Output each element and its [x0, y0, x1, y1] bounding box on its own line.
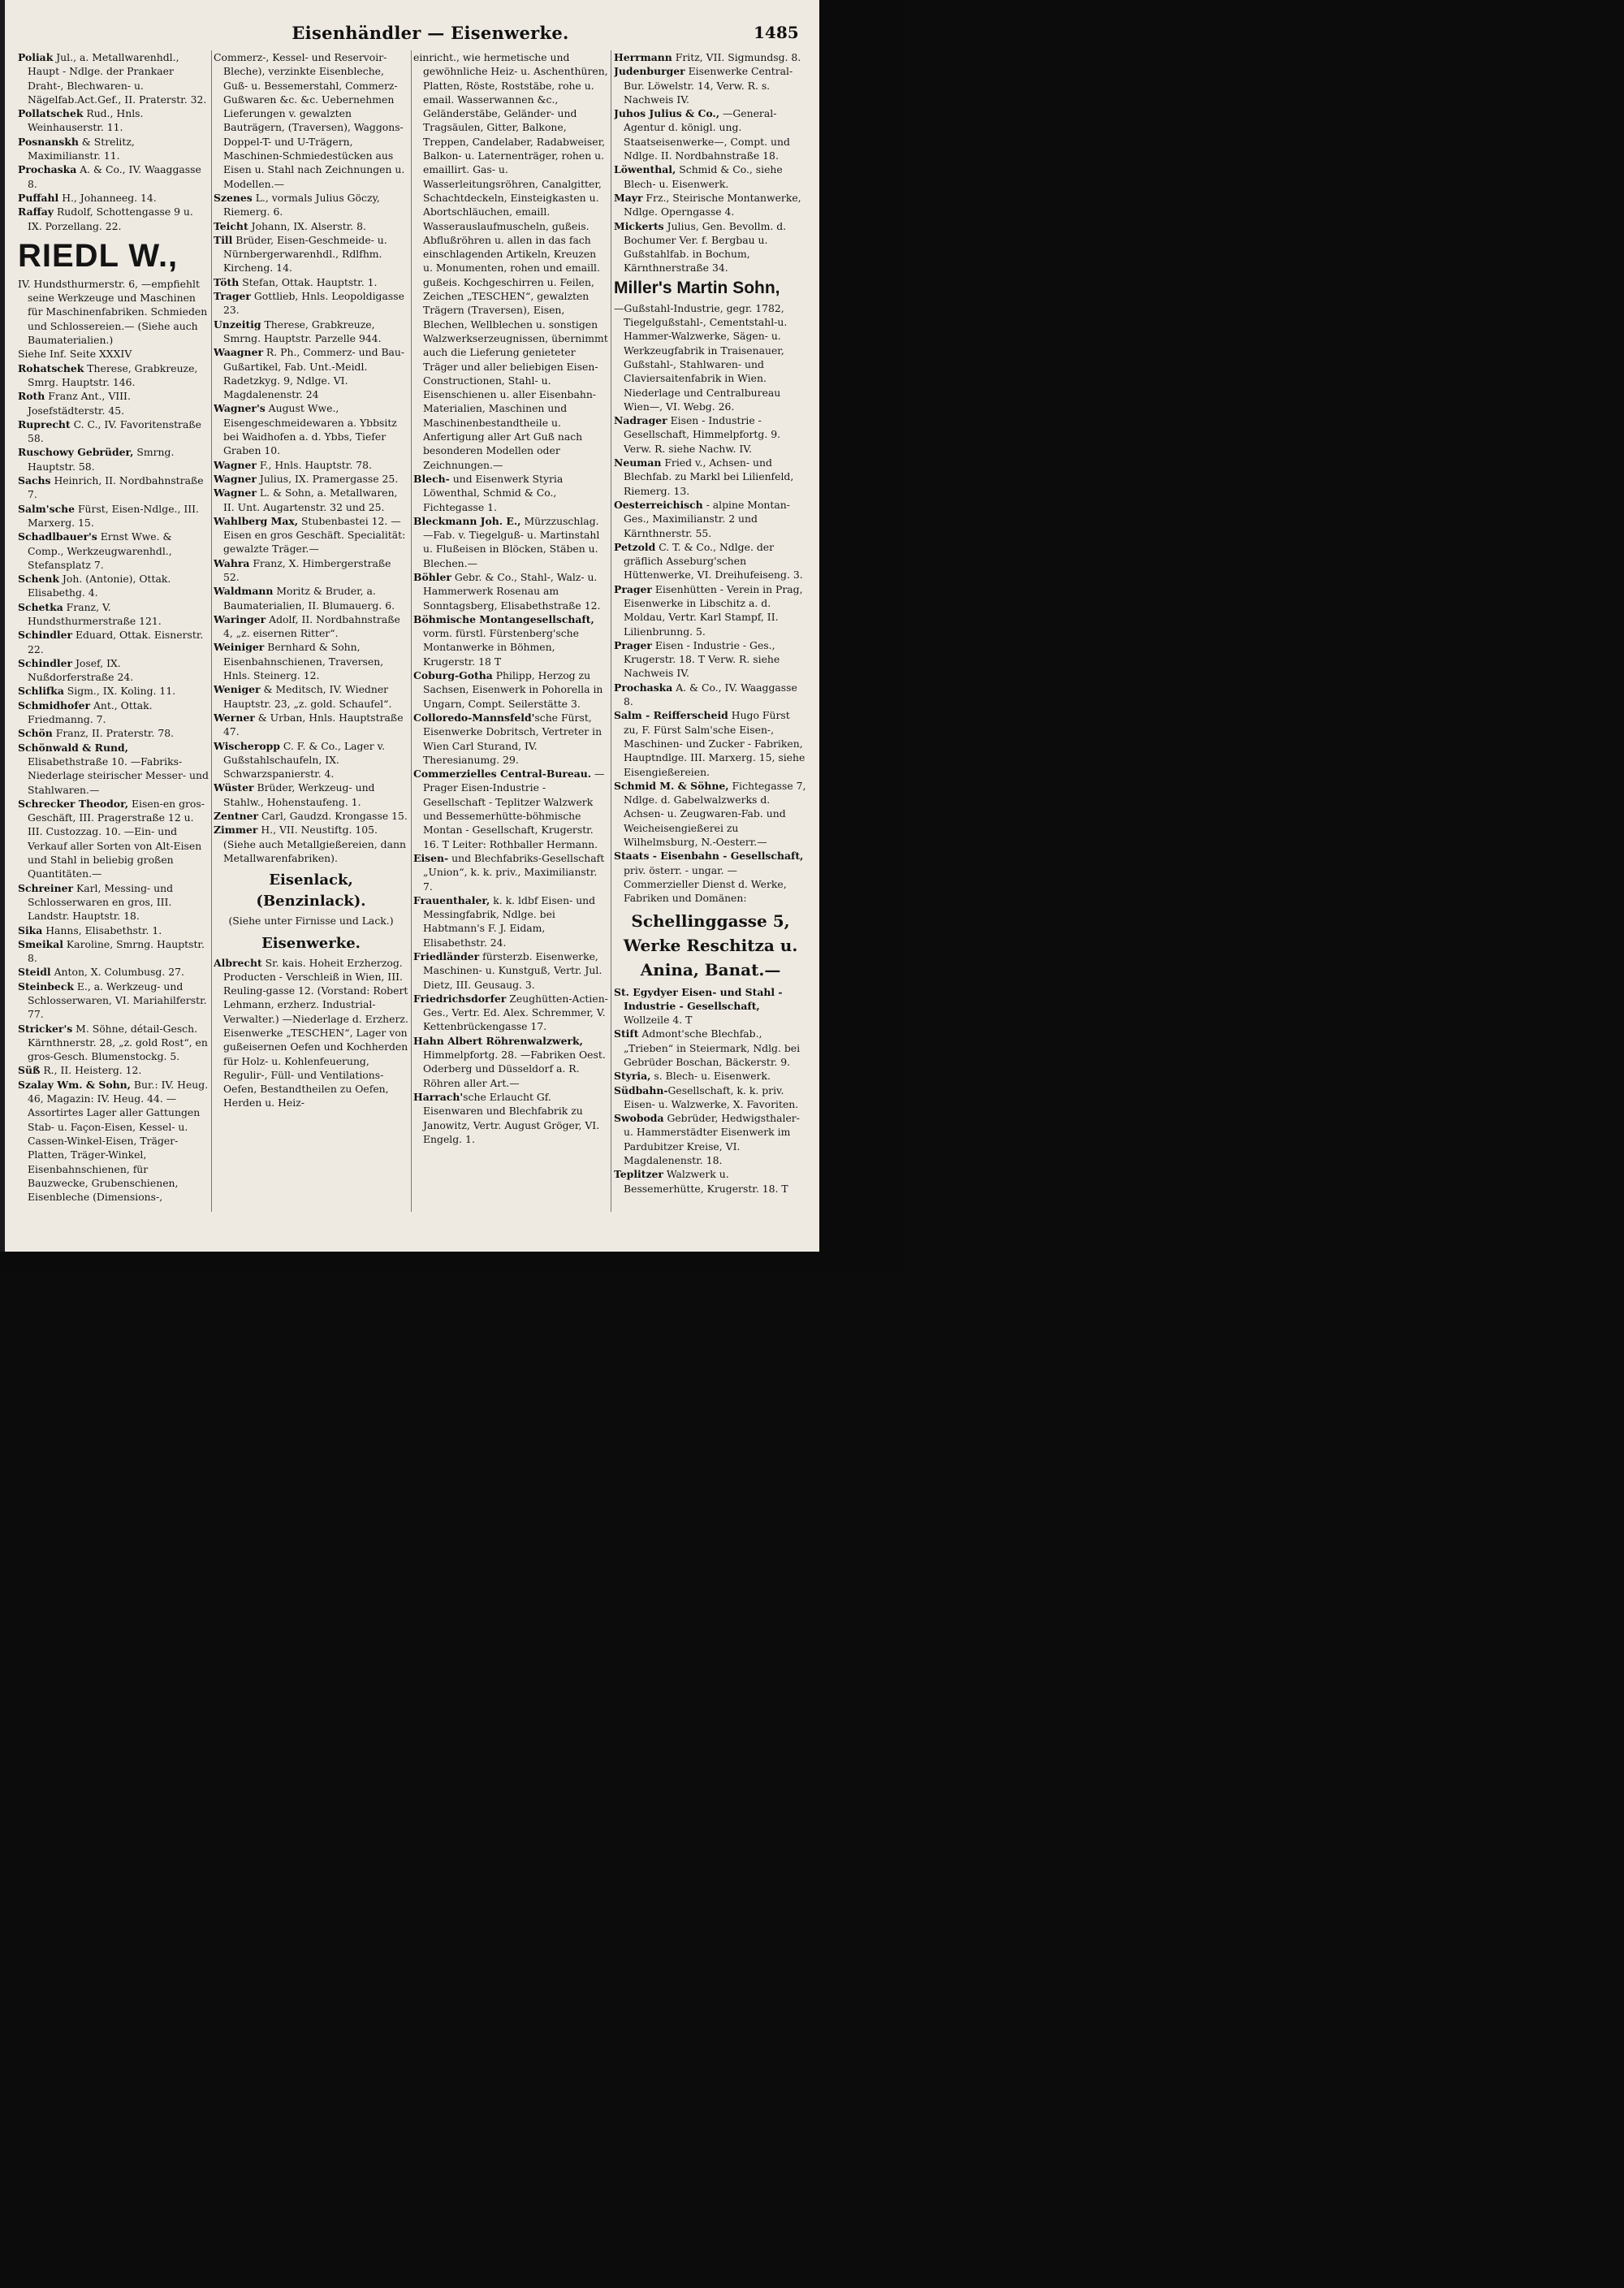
firm-name: Till: [214, 233, 233, 246]
directory-entry: [18, 162, 209, 191]
firm-details: Hanns, Elisabethstr. 1.: [42, 923, 162, 936]
firm-name: Commerzielles Central-Bureau.: [413, 768, 592, 781]
page-header-title: Eisenhändler — Eisenwerke.: [292, 23, 569, 43]
directory-entry: [214, 781, 408, 809]
featured-firm-name: RIEDL W.,: [18, 237, 179, 274]
firm-name: Coburg-Gotha: [413, 669, 493, 682]
directory-entry: [413, 612, 608, 668]
firm-details: Elisabethstraße 10. —Fabriks-Niederlage steirischer Messer- und Stahlwaren.—: [28, 755, 209, 796]
highlighted-address: Schellinggasse 5, Werke Reschitza u. Anina, Banat.—: [623, 910, 798, 980]
directory-entry: [214, 612, 408, 641]
firm-name: Wagner: [214, 458, 257, 471]
firm-details: Wollzeile 4. T: [624, 1014, 693, 1027]
directory-entry: [18, 1022, 209, 1064]
firm-name: Hahn Albert Röhrenwalzwerk,: [413, 1034, 583, 1047]
firm-details: k. k. ldbf Eisen- und Messingfabrik, Ndlge. bei Habtmann's F. J. Eidam, Elisabethstr. 24.: [423, 893, 596, 949]
directory-entry: [214, 458, 408, 472]
firm-details: Frz., Steirische Montanwerke, Ndlge. Operngasse 4.: [624, 191, 801, 218]
directory-entry: [614, 456, 807, 498]
column-1: [18, 50, 209, 1236]
firm-name: Weniger: [214, 683, 261, 696]
firm-details: Julius, Gen. Bevollm. d. Bochumer Ver. f. Bergbau u. Gußstahlfab. in Bochum, Kärnthnerstraße 34.: [624, 219, 787, 275]
directory-entry: [18, 699, 209, 727]
directory-entry: [413, 711, 608, 767]
directory-entry: [614, 413, 807, 456]
firm-name: Poliak: [18, 51, 54, 63]
directory-entry: [18, 980, 209, 1022]
directory-entry: [614, 582, 807, 638]
firm-name: Puffahl: [18, 191, 59, 204]
firm-details: Karl, Messing- und Schlosserwaren en gros, III. Landstr. Hauptstr. 18.: [28, 881, 174, 923]
directory-entry: [214, 233, 408, 275]
firm-name: Staats - Eisenbahn - Gesellschaft,: [614, 850, 804, 863]
directory-entry: [214, 584, 408, 612]
directory-entry: [214, 345, 408, 401]
firm-name: Herrmann: [614, 51, 672, 63]
column-divider: [211, 50, 212, 1212]
firm-details: s. Blech- u. Eisenwerk.: [650, 1070, 771, 1083]
firm-details: M. Söhne, détail-Gesch. Kärnthnerstr. 28, „z. gold Rost“, en gros-Gesch. Blumenstockg. 5.: [28, 1022, 208, 1063]
firm-name: Szalay Wm. & Sohn,: [18, 1078, 131, 1091]
directory-entry: [18, 797, 209, 881]
firm-details: Josef, IX. Nußdorferstraße 24.: [28, 656, 134, 684]
directory-entry: [214, 472, 408, 486]
directory-entry: [614, 779, 807, 849]
firm-details: Eisenwerke Central-Bur. Löwelstr. 14, Verw. R. s. Nachweis IV.: [624, 65, 793, 106]
firm-name: Teplitzer: [614, 1168, 663, 1181]
firm-details: Zeughütten-Actien-Ges., Vertr. Ed. Alex. Schremmer, V. Kettenbrückengasse 17.: [423, 992, 608, 1033]
firm-name: Schreiner: [18, 881, 74, 894]
directory-entry: [214, 956, 408, 1110]
firm-name: Smeikal: [18, 937, 63, 950]
firm-details: Anton, X. Columbusg. 27.: [50, 966, 184, 979]
directory-entry: [18, 881, 209, 923]
firm-name: Wahra: [214, 556, 250, 569]
firm-name: Böhler: [413, 570, 451, 583]
firm-details: & Strelitz, Maximilianstr. 11.: [28, 135, 135, 162]
firm-details: Bur.: IV. Heug. 46, Magazin: IV. Heug. 44. —Assortirtes Lager aller Gattungen Stab- u. Façon-Eisen, Kessel- u. Cassen-Winkel-Eisen, Träger-Platten, Träger-Winkel, Eisenbahnschienen, für Bauzwecke, Grubenschienen, Eisenbleche (Dimensions-,: [28, 1078, 209, 1204]
firm-name: Schenk: [18, 573, 59, 586]
firm-details: C. C., IV. Favoritenstraße 58.: [28, 417, 201, 445]
firm-details: Walzwerk u. Bessemerhütte, Krugerstr. 18. T: [624, 1168, 788, 1195]
section-heading: Eisenlack, (Benzinlack).: [256, 872, 366, 910]
firm-name: Schetka: [18, 600, 63, 613]
firm-details: —Gußstahl-Industrie, gegr. 1782, Tiegelgußstahl-, Cementstahl-u. Hammer-Walzwerke, Sägen- u. Werkzeugfabrik in Traisenauer, Gußstahl-, Stahlwaren- und Claviersaitenfabrik in Wien. Niederlage und Centralbureau Wien—, VI. Webg. 26.: [614, 301, 788, 413]
firm-details: —General-Agentur d. königl. ung. Staatseisenwerke—, Compt. und Ndlge. II. Nordbahnstraße 18.: [624, 107, 790, 162]
directory-entry: [214, 219, 408, 233]
directory-entry: [18, 277, 209, 347]
firm-details: Siehe Inf. Seite XXXIV: [18, 348, 132, 361]
firm-name: Roth: [18, 390, 45, 403]
firm-details: Joh. (Antonie), Ottak. Elisabethg. 4.: [28, 573, 171, 599]
firm-details: Ernst Wwe. & Comp., Werkzeugwarenhdl., Stefansplatz 7.: [28, 530, 172, 571]
firm-name: Schön: [18, 727, 53, 740]
firm-name: Oesterreichisch: [614, 498, 703, 511]
firm-name: Styria,: [614, 1070, 651, 1083]
firm-details: einricht., wie hermetische und gewöhnliche Heiz- u. Aschenthüren, Platten, Röste, Roststäbe, rohe u. email. Wasserwannen &c., Geländerstäbe, Geländer- und Tragsäulen, Gitter, Balkone, Treppen, Candelaber, Radabweiser, Balkon- u. Laternenträger, rohen u. emaillirt. Gas- u. Wasserleitungsröhren, Canalgitter, Schachtdeckeln, Einsteigkasten u. Abortschläuchen, emaill. Wasserauslaufmuscheln, gußeis. Abflußröhren u. allen in das fach einschlagenden Artikeln, Kreuzen u. Monumenten, rohen und emaill. gußeis. Kochgeschirren u. Feilen, Zeichen „TESCHEN“, gewalzten Trägern (Traversen), Eisen, Blechen, Wellblechen u. sonstigen Walzwerkserzeugnissen, übernimmt auch die Lieferung genieteter Träger und aller beliebigen Eisen-Constructionen, Stahl- u. Eisenschienen u. aller Eisenbahn-Materialien, Maschinen und Maschinenbestandtheile u. Anfertigung aller Art Guß nach besonderen Modellen oder Zeichnungen.—: [413, 51, 608, 471]
firm-details: Smrng. Hauptstr. 58.: [28, 446, 175, 473]
directory-entry: [18, 106, 209, 135]
firm-name: Teicht: [214, 219, 248, 232]
firm-name: Prochaska: [18, 163, 77, 176]
directory-entry: [214, 809, 408, 823]
directory-entry: [18, 135, 209, 163]
firm-details: Carl, Gaudzd. Krongasse 15.: [258, 810, 408, 823]
firm-details: & Urban, Hnls. Hauptstraße 47.: [223, 711, 404, 738]
firm-name: Szenes: [214, 191, 253, 204]
directory-entry: [614, 638, 807, 681]
firm-details: Sr. kais. Hoheit Erzherzog. Producten - Verschleiß in Wien, III. Reuling-gasse 12. (Vorstand: Robert Lehmann, erzherz. Industrial-Verwalter.) —Niederlage d. Erzherz. Eisenwerke „TESCHEN“, Lager von gußeisernen Oefen und Kochherden für Holz- u. Kohlenfeuerung, Regulir-, Füll- und Ventilations-Oefen, Bestandtheilen zu Oefen, Herden u. Heiz-: [223, 956, 408, 1109]
firm-name: Löwenthal,: [614, 163, 676, 176]
firm-details: E., a. Werkzeug- und Schlosserwaren, VI. Mariahilferstr. 77.: [28, 980, 207, 1021]
directory-entry: [614, 162, 807, 191]
firm-name: Weiniger: [214, 641, 265, 654]
firm-name: Ruprecht: [18, 417, 71, 430]
firm-details: Eduard, Ottak. Eisnerstr. 22.: [28, 629, 204, 655]
firm-name: St. Egydyer Eisen- und Stahl - Industrie - Gesellschaft,: [614, 985, 783, 1012]
firm-details: F., Hnls. Hauptstr. 78.: [256, 458, 372, 471]
firm-details: Eisenhütten - Verein in Prag, Eisenwerke in Libschitz a. d. Moldau, Vertr. Karl Stampf, II. Lilienbrunng. 5.: [624, 582, 803, 638]
firm-details: R. Ph., Commerz- und Bau-Gußartikel, Fab. Unt.-Meidl. Radetzkyg. 9, Ndlge. VI. Magdalenenstr. 24: [223, 346, 405, 401]
firm-details: Franz, II. Praterstr. 78.: [52, 727, 175, 740]
firm-details: Fried v., Achsen- und Blechfab. zu Markl bei Lilienfeld, Riemerg. 13.: [624, 456, 794, 497]
firm-name: Sachs: [18, 474, 51, 487]
firm-details: IV. Hundsthurmerstr. 6, —empfiehlt seine Werkzeuge und Maschinen für Maschinenfabriken. Schmieden und Schlossereien.— (Siehe auch Baumaterialien.): [18, 277, 208, 347]
firm-details: - alpine Montan-Ges., Maximilianstr. 2 und Kärnthnerstr. 55.: [624, 498, 790, 539]
firm-details: sche Erlaucht Gf. Eisenwaren und Blechfabrik zu Janowitz, Vertr. August Gröger, VI. Engelg. 1.: [423, 1090, 600, 1145]
firm-name: Böhmische Montangesellschaft,: [413, 612, 594, 625]
directory-entry: [413, 767, 608, 851]
firm-details: Moritz & Bruder, a. Baumaterialien, II. Blumauerg. 6.: [223, 585, 395, 612]
firm-name: Waagner: [214, 346, 263, 359]
directory-entry: [214, 514, 408, 556]
firm-name: Albrecht: [214, 956, 262, 969]
firm-details: Therese, Grabkreuze, Smrg. Hauptstr. 146.: [28, 361, 198, 388]
firm-name: Wahlberg Max,: [214, 514, 299, 527]
directory-entry: [18, 361, 209, 390]
directory-entry: [614, 1167, 807, 1196]
firm-details: Brüder, Eisen-Geschmeide- u. Nürnbergerwarenhdl., Rdlfhm. Kircheng. 14.: [223, 233, 387, 275]
firm-details: und Blechfabriks-Gesellschaft „Union“, k. k. priv., Maximilianstr. 7.: [423, 851, 605, 893]
firm-details: priv. österr. - ungar. —Commerzieller Dienst d. Werke, Fabriken und Domänen:: [624, 863, 787, 905]
page-number: 1485: [754, 23, 799, 42]
firm-name: Mickerts: [614, 219, 664, 232]
firm-name: Prager: [614, 582, 652, 595]
firm-details: Fichtegasse 7, Ndlge. d. Gabelwalzwerks d. Achsen- u. Zeugwaren-Fab. und Weicheisengießerei zu Wilhelmsburg, N.-Oesterr.—: [624, 779, 806, 849]
column-2: [214, 50, 408, 1236]
directory-entry: [214, 401, 408, 457]
firm-name: Schlifka: [18, 685, 64, 698]
directory-entry: [18, 726, 209, 740]
scan-bottom-edge: [0, 1252, 904, 1273]
firm-name: Prager: [614, 638, 652, 651]
firm-name: Salm'sche: [18, 502, 75, 515]
firm-details: vorm. fürstl. Fürstenberg'sche Montanwerke in Böhmen, Krugerstr. 18 T: [423, 627, 579, 668]
firm-name: Wüster: [214, 781, 254, 794]
directory-entry: [18, 600, 209, 629]
directory-entry: [18, 923, 209, 937]
firm-name: Schmid M. & Söhne,: [614, 779, 729, 792]
firm-name: Schindler: [18, 629, 72, 642]
directory-entry: [214, 289, 408, 318]
firm-name: Steinbeck: [18, 980, 74, 993]
directory-entry: [214, 275, 408, 289]
directory-entry: [614, 1111, 807, 1167]
directory-entry: [614, 1027, 807, 1069]
firm-name: Juhos Julius & Co.,: [614, 107, 720, 120]
directory-entry: [18, 445, 209, 474]
directory-entry: [214, 191, 408, 219]
firm-details: sche Fürst, Eisenwerke Dobritsch, Vertreter in Wien Carl Sturand, IV. Theresianumg. 29.: [423, 711, 603, 766]
directory-entry: [18, 741, 209, 797]
firm-name: Werner: [214, 711, 255, 724]
directory-entry: [214, 556, 408, 585]
firm-details: Franz, V. Hundsthurmerstraße 121.: [28, 600, 162, 627]
firm-details: und Eisenwerk Styria Löwenthal, Schmid & Co., Fichtegasse 1.: [423, 472, 564, 513]
firm-details: A. & Co., IV. Waaggasse 8.: [28, 163, 201, 190]
firm-name: Petzold: [614, 540, 656, 553]
directory-entry: [18, 530, 209, 572]
firm-details: August Wwe., Eisengeschmeidewaren a. Ybbsitz bei Waidhofen a. d. Ybbs, Tiefer Graben 10.: [223, 402, 397, 457]
firm-details: Himmelpfortg. 28. —Fabriken Oest. Oderberg und Düsseldorf a. R. Röhren aller Art.—: [423, 1049, 606, 1089]
firm-name: Harrach': [413, 1090, 464, 1103]
directory-entry: [18, 502, 209, 530]
firm-name: Schrecker Theodor,: [18, 797, 129, 810]
directory-entry: [413, 992, 608, 1034]
directory-entry: [18, 474, 209, 502]
column-divider: [411, 50, 412, 1212]
firm-name: Bleckmann Joh. E.,: [413, 514, 521, 527]
firm-details: Eisen-en gros-Geschäft, III. Pragerstraße 12 u. III. Custozzag. 10. —Ein- und Verkauf aller Sorten von Alt-Eisen und Stahl in beliebig großen Quantitäten.—: [28, 797, 205, 880]
firm-details: L. & Sohn, a. Metallwaren, II. Unt. Augartenstr. 32 und 25.: [223, 487, 398, 513]
firm-details: Stefan, Ottak. Hauptstr. 1.: [239, 275, 378, 288]
directory-entry: [614, 1083, 807, 1112]
firm-details: Franz, X. Himbergerstraße 52.: [223, 556, 391, 583]
directory-entry: [214, 682, 408, 711]
firm-details: L., vormals Julius Göczy, Riemerg. 6.: [223, 191, 380, 218]
directory-entry: [214, 823, 408, 865]
directory-entry: [614, 708, 807, 778]
firm-name: Nadrager: [614, 414, 667, 427]
directory-entry: [214, 486, 408, 514]
directory-entry: [614, 191, 807, 219]
directory-entry: [614, 64, 807, 106]
firm-name: Steidl: [18, 966, 51, 979]
firm-details: Eisen - Industrie - Gesellschaft, Himmelpfortg. 9. Verw. R. siehe Nachw. IV.: [624, 414, 781, 455]
directory-entry: [614, 301, 807, 413]
firm-name: Wagner: [214, 487, 257, 500]
firm-name: Sika: [18, 923, 43, 936]
directory-entry: [18, 191, 209, 205]
firm-name: Posnanskh: [18, 135, 79, 148]
firm-name: Blech-: [413, 472, 450, 485]
featured-firm-name: Miller's Martin Sohn,: [614, 278, 780, 297]
directory-entry: [18, 684, 209, 698]
scan-left-edge: [0, 0, 5, 1273]
firm-details: Rud., Hnls. Weinhauserstr. 11.: [28, 107, 144, 134]
firm-name: Salm - Reifferscheid: [614, 709, 728, 722]
firm-details: Admont'sche Blechfab., „Trieben“ in Steiermark, Ndlg. bei Gebrüder Boschan, Bäckerstr. 9.: [624, 1027, 801, 1068]
directory-entry: [614, 498, 807, 540]
firm-name: Raffay: [18, 205, 54, 218]
firm-details: Johann, IX. Alserstr. 8.: [248, 219, 366, 232]
firm-name: Töth: [214, 275, 240, 288]
directory-entry: [413, 50, 608, 472]
directory-entry: [614, 1069, 807, 1083]
directory-entry: [214, 711, 408, 739]
firm-details: fürsterzb. Eisenwerke, Maschinen- u. Kunstguß, Vertr. Jul. Dietz, III. Geusaug. 3.: [423, 950, 603, 991]
firm-name: Wagner: [214, 472, 257, 485]
directory-entry: [18, 937, 209, 966]
firm-name: Wischeropp: [214, 739, 280, 752]
firm-details: Schmid & Co., siehe Blech- u. Eisenwerk.: [624, 163, 783, 190]
firm-name: Swoboda: [614, 1112, 664, 1125]
firm-name: Schadlbauer's: [18, 530, 97, 543]
firm-details: Ant., Ottak. Friedmanng. 7.: [28, 699, 153, 726]
scan-right-edge: [819, 0, 904, 1273]
firm-details: Rudolf, Schottengasse 9 u. IX. Porzellang. 22.: [28, 205, 193, 232]
firm-name: Waldmann: [214, 585, 274, 598]
firm-name: Rohatschek: [18, 361, 84, 374]
directory-entry: [18, 1063, 209, 1077]
directory-entry: [18, 389, 209, 417]
directory-entry: [413, 893, 608, 949]
section-heading: Eisenwerke.: [261, 934, 361, 952]
directory-entry: [413, 1034, 608, 1090]
firm-details: Therese, Grabkreuze, Smrng. Hauptstr. Parzelle 944.: [223, 318, 382, 344]
firm-details: Sigm., IX. Koling. 11.: [63, 685, 176, 698]
firm-name: Süß: [18, 1064, 41, 1077]
directory-entry: [214, 739, 408, 781]
section-note: (Siehe unter Firnisse und Lack.): [228, 915, 394, 928]
firm-name: Zentner: [214, 810, 259, 823]
directory-entry: [214, 640, 408, 682]
firm-details: Adolf, II. Nordbahnstraße 4, „z. eisernen Ritter“.: [223, 612, 400, 640]
firm-details: Philipp, Herzog zu Sachsen, Eisenwerk in Pohorella in Ungarn, Compt. Seilerstätte 3.: [423, 669, 603, 710]
firm-name: Pollatschek: [18, 107, 84, 120]
firm-name: Prochaska: [614, 681, 673, 694]
firm-details: Gottlieb, Hnls. Leopoldigasse 23.: [223, 290, 404, 317]
firm-name: Schmidhofer: [18, 699, 90, 711]
directory-entry: [413, 668, 608, 711]
directory-entry: [413, 472, 608, 514]
firm-details: Fürst, Eisen-Ndlge., III. Marxerg. 15.: [28, 502, 199, 529]
firm-name: Eisen-: [413, 851, 449, 864]
firm-details: Heinrich, II. Nordbahnstraße 7.: [28, 474, 204, 501]
directory-entry: [413, 949, 608, 992]
directory-page: [0, 0, 904, 1273]
firm-name: Schönwald & Rund,: [18, 741, 128, 754]
directory-entry: [18, 417, 209, 446]
firm-details: Bernhard & Sohn, Eisenbahnschienen, Traversen, Hnls. Steinerg. 12.: [223, 641, 384, 682]
firm-details: H., VII. Neustiftg. 105. (Siehe auch Metallgießereien, dann Metallwarenfabriken).: [223, 824, 406, 864]
firm-name: Trager: [214, 290, 251, 303]
directory-entry: [214, 50, 408, 191]
directory-entry: [18, 572, 209, 600]
directory-entry: [18, 50, 209, 106]
directory-entry: [614, 50, 807, 64]
firm-details: Julius, IX. Pramergasse 25.: [256, 472, 399, 485]
directory-entry: [614, 540, 807, 582]
firm-details: Fritz, VII. Sigmundsg. 8.: [672, 51, 801, 63]
firm-name: Zimmer: [214, 824, 258, 837]
directory-entry: [413, 851, 608, 893]
firm-name: Unzeitig: [214, 318, 261, 331]
firm-details: —Prager Eisen-Industrie - Gesellschaft - Teplitzer Walzwerk und Bessemerhütte-böhmische Montan - Gesellschaft, Krugerstr. 16. T Leiter: Rothballer Hermann.: [423, 768, 605, 850]
firm-name: Mayr: [614, 191, 643, 204]
firm-details: Stubenbastei 12. —Eisen en gros Geschäft. Specialität: gewalzte Träger.—: [223, 514, 406, 556]
directory-entry: [413, 1090, 608, 1146]
directory-entry: [614, 681, 807, 709]
firm-details: Commerz-, Kessel- und Reservoir-Bleche), verzinkte Eisenbleche, Guß- u. Bessemerstahl, Commerz-Gußwaren &c. &c. Uebernehmen Lieferungen v. gewalzten Bauträgern, (Traversen), Waggons-Doppel-T- und U-Trägern, Maschinen-Schmiedestücken aus Eisen u. Stahl nach Zeichnungen u. Modellen.—: [214, 51, 405, 190]
firm-name: Friedländer: [413, 950, 480, 962]
firm-name: Stift: [614, 1027, 639, 1040]
directory-entry: [413, 570, 608, 612]
firm-name: Waringer: [214, 612, 266, 625]
firm-details: Gesellschaft, k. k. priv. Eisen- u. Walzwerke, X. Favoriten.: [624, 1083, 799, 1110]
firm-name: Neuman: [614, 456, 662, 469]
directory-entry: [614, 219, 807, 275]
firm-name: Judenburger: [614, 65, 685, 78]
firm-details: Karoline, Smrng. Hauptstr. 8.: [28, 937, 205, 965]
firm-details: R., II. Heisterg. 12.: [40, 1064, 142, 1077]
directory-entry: [413, 514, 608, 570]
firm-details: A. & Co., IV. Waaggasse 8.: [624, 681, 797, 708]
directory-entry: [18, 1078, 209, 1205]
directory-entry: [18, 347, 209, 361]
firm-name: Stricker's: [18, 1022, 73, 1035]
column-3: [413, 50, 608, 1236]
firm-name: Südbahn-: [614, 1083, 668, 1096]
firm-name: Schindler: [18, 656, 72, 669]
directory-entry: [614, 106, 807, 162]
firm-details: & Meditsch, IV. Wiedner Hauptstr. 23, „z. gold. Schaufel“.: [223, 683, 392, 710]
firm-details: C. F. & Co., Lager v. Gußstahlschaufeln, IX. Schwarzspanierstr. 4.: [223, 739, 386, 781]
firm-name: Colloredo-Mannsfeld': [413, 711, 535, 724]
directory-entry: [614, 985, 807, 1027]
firm-details: Eisen - Industrie - Ges., Krugerstr. 18. T Verw. R. siehe Nachweis IV.: [624, 638, 780, 680]
firm-details: Jul., a. Metallwarenhdl., Haupt - Ndlge. der Prankaer Draht-, Blechwaren- u. Nägelfab.Act.Gef., II. Praterstr. 32.: [28, 51, 207, 106]
directory-entry: [18, 205, 209, 233]
directory-entry: [614, 849, 807, 905]
directory-entry: [18, 628, 209, 656]
directory-entry: [18, 656, 209, 685]
directory-entry: [18, 965, 209, 979]
firm-details: Gebr. & Co., Stahl-, Walz- u. Hammerwerk Rosenau am Sonntagsberg, Elisabethstraße 12.: [423, 570, 601, 612]
firm-name: Wagner's: [214, 402, 266, 415]
firm-details: H., Johanneeg. 14.: [58, 191, 157, 204]
firm-details: Mürzzuschlag. —Fab. v. Tiegelguß- u. Martinstahl u. Flußeisen in Blöcken, Stäben u. Blechen.—: [423, 514, 600, 569]
firm-details: Brüder, Werkzeug- und Stahlw., Hohenstaufeng. 1.: [223, 781, 375, 808]
firm-details: Gebrüder, Hedwigsthaler- u. Hammerstädter Eisenwerk im Pardubitzer Kreise, VI. Magdalenenstr. 18.: [624, 1112, 800, 1167]
firm-details: Franz Ant., VIII. Josefstädterstr. 45.: [28, 390, 131, 417]
firm-details: C. T. & Co., Ndlge. der gräflich Asseburg'schen Hüttenwerke, VI. Dreihufeiseng. 3.: [624, 540, 803, 582]
firm-name: Friedrichsdorfer: [413, 992, 507, 1005]
firm-name: Frauenthaler,: [413, 893, 490, 906]
firm-details: Hugo Fürst zu, F. Fürst Salm'sche Eisen-, Maschinen- und Zucker - Fabriken, Hauptndlge. III. Marxerg. 15, siehe Eisengießereien.: [624, 709, 806, 778]
firm-name: Ruschowy Gebrüder,: [18, 446, 134, 459]
directory-entry: [214, 318, 408, 346]
column-4: [614, 50, 807, 1236]
